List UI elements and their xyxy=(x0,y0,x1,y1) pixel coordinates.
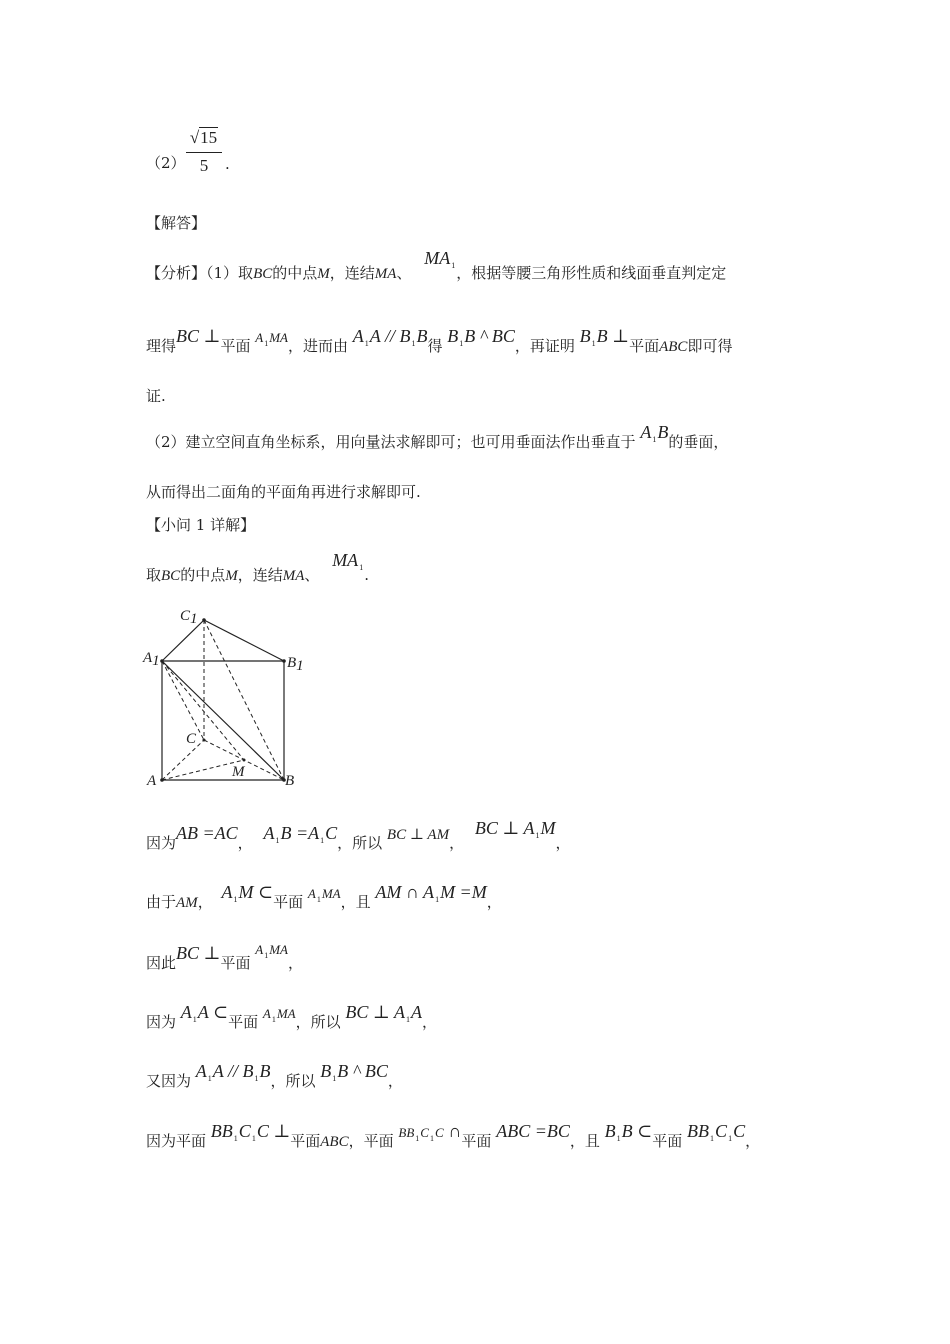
vertex-m xyxy=(243,759,246,762)
detail-step-4: 因为 $A_1A$ ⊂平面 $A_1MA$，所以 BC ⊥ $A_1A$， xyxy=(146,1002,438,1031)
analysis-line-4: （2）建立空间直角坐标系，用向量法求解即可；也可用垂面法作出垂直于 $A_1B$的垂面， xyxy=(146,422,729,451)
label-c1: C1 xyxy=(180,608,198,627)
analysis-line-2: 理得BC ⊥平面 $A_1MA$，进而由 $A_1A // B_1B$得 $B_1B$ ^ BC，再证明 $B_1B$ ⊥平面ABC即可得 xyxy=(146,326,733,355)
label-b1: B1 xyxy=(287,655,304,674)
detail-step-5: 又因为 $A_1A // B_1B$，所以 $B_1B$ ^ BC， xyxy=(146,1061,403,1090)
vertex-c xyxy=(203,739,206,742)
dashed-c1-b xyxy=(204,620,284,780)
analysis-line-5: 从而得出二面角的平面角再进行求解即可. xyxy=(146,483,421,501)
answer-2-period: . xyxy=(225,155,230,173)
heading-xiaowen-1: 【小问 1 详解】 xyxy=(146,516,256,534)
detail-step-6: 因为平面 $BB_1C_1C$ ⊥平面ABC，平面 $BB_1C_1C$ ∩平面 ABC =BC，且 $B_1B$ ⊂平面 $BB_1C_1C$， xyxy=(146,1121,761,1150)
vertex-a xyxy=(160,778,164,782)
label-m: M xyxy=(232,764,245,780)
analysis-line-1: 【分析】（1）取BC的中点M，连结MA、 $MA_1$，根据等腰三角形性质和线面垂直判定定 xyxy=(146,248,727,282)
heading-jieda: 【解答】 xyxy=(146,214,207,232)
vertex-c1 xyxy=(202,618,206,622)
dashed-a1-m xyxy=(162,661,244,760)
answer-2-fraction: √15 5 xyxy=(186,126,222,176)
label-c: C xyxy=(186,731,197,747)
detail-line-1: 取BC的中点M，连结MA、 $MA_1$. xyxy=(146,550,369,584)
detail-step-1: 因为AB =AC， $A_1B =A_1C$，所以 BC ⊥ AM， BC ⊥ $A_1M$， xyxy=(146,818,571,852)
edge-a1-c1 xyxy=(162,620,204,661)
dashed-a-c xyxy=(162,740,204,780)
vertex-a1 xyxy=(160,659,164,663)
label-b: B xyxy=(285,773,295,789)
edge-a1-b xyxy=(162,661,284,780)
vertex-b1 xyxy=(282,659,286,663)
answer-2-label: （2） xyxy=(146,154,186,172)
edge-c1-b1 xyxy=(204,620,284,661)
label-a1: A1 xyxy=(143,650,160,669)
dashed-a1-c xyxy=(162,661,204,740)
analysis-line-3: 证. xyxy=(146,387,166,405)
prism-figure xyxy=(140,600,310,795)
label-a: A xyxy=(147,773,157,789)
detail-step-2: 由于AM， $A_1M$ ⊂平面 $A_1MA$，且 AM ∩ $A_1M =M$， xyxy=(146,882,502,911)
detail-step-3: 因此BC ⊥平面 $A_1MA$， xyxy=(146,942,303,972)
